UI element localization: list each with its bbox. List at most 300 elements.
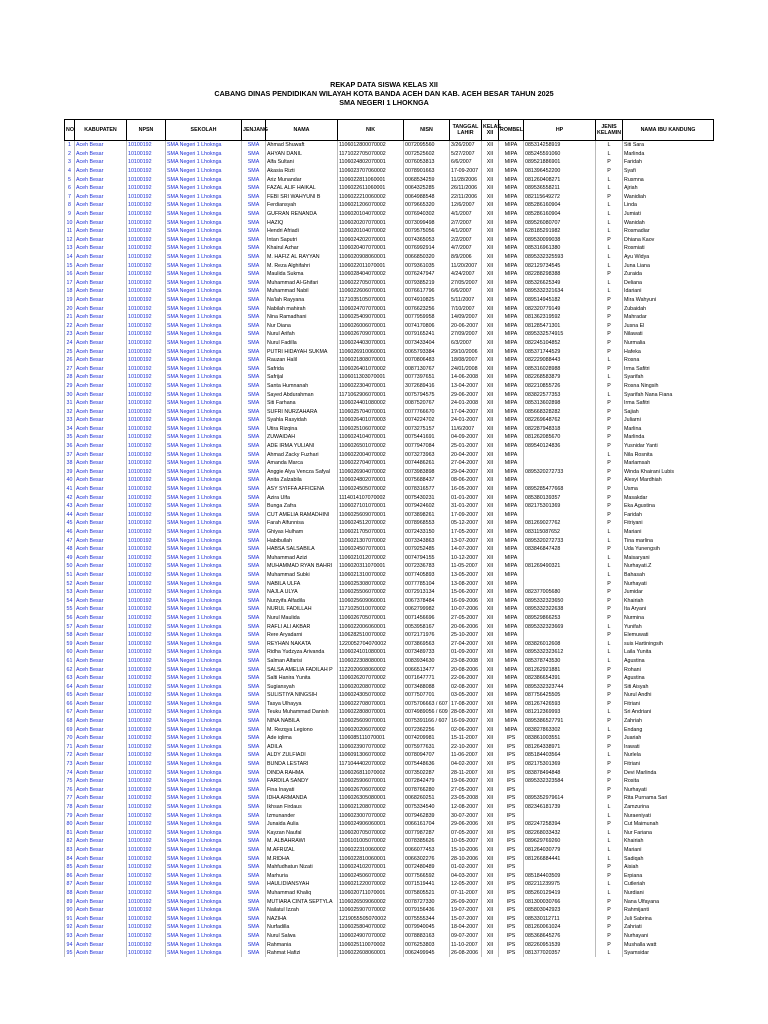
cell-jenis-kelamin: P: [596, 321, 623, 330]
cell-kelas: XII: [482, 571, 499, 580]
cell-kabupaten: Aceh Besar: [75, 296, 127, 305]
cell-rombel: MIPA: [499, 390, 524, 399]
cell-nama: M.RIDHA: [266, 854, 338, 863]
cell-nama-ibu: suis Hartiningsih: [623, 639, 714, 648]
cell-rombel: MIPA: [499, 399, 524, 408]
cell-kelas: XII: [482, 846, 499, 855]
cell-hp: 082268033432: [524, 829, 596, 838]
cell-tanggal-lahir: 14/09/2007: [450, 313, 482, 322]
cell-no: 6: [65, 184, 75, 193]
cell-nisn: 0066161704: [404, 820, 450, 829]
cell-jenjang: SMA: [242, 923, 266, 932]
cell-jenis-kelamin: L: [596, 846, 623, 855]
cell-kabupaten: Aceh Besar: [75, 210, 127, 219]
table-header-row: [65, 120, 714, 141]
cell-sekolah: SMA Negeri 1 Lhoknga: [166, 863, 242, 872]
cell-nama: Azira Ulfa: [266, 493, 338, 502]
cell-nama-ibu: Ita Aryani: [623, 605, 714, 614]
cell-no: 36: [65, 442, 75, 451]
cell-kabupaten: Aceh Besar: [75, 897, 127, 906]
table-row: [65, 485, 714, 494]
cell-nama: Tasya Ulhayya: [266, 700, 338, 709]
cell-tanggal-lahir: 13-04-2007: [450, 382, 482, 391]
cell-kabupaten: Aceh Besar: [75, 811, 127, 820]
cell-nisn: 0073869563: [404, 639, 450, 648]
cell-nama-ibu: Yusnidar Yanti: [623, 442, 714, 451]
cell-tanggal-lahir: 04-03-2007: [450, 871, 482, 880]
cell-jenis-kelamin: L: [596, 657, 623, 666]
cell-sekolah: SMA Negeri 1 Lhoknga: [166, 330, 242, 339]
cell-kelas: XII: [482, 528, 499, 537]
cell-nama-ibu: Eka Agustina: [623, 502, 714, 511]
cell-hp: 085380139357: [524, 493, 596, 502]
cell-tanggal-lahir: 26-08-2006: [450, 949, 482, 958]
cell-hp: [524, 554, 596, 563]
cell-nama-ibu: Nurhayani: [623, 932, 714, 941]
cell-kelas: XII: [482, 493, 499, 502]
cell-sekolah: SMA Negeri 1 Lhoknga: [166, 639, 242, 648]
cell-jenjang: SMA: [242, 511, 266, 520]
cell-sekolah: SMA Negeri 1 Lhoknga: [166, 631, 242, 640]
cell-kabupaten: Aceh Besar: [75, 158, 127, 167]
cell-hp: 085286160904: [524, 210, 596, 219]
cell-nama-ibu: Mariani: [623, 528, 714, 537]
cell-jenis-kelamin: L: [596, 261, 623, 270]
cell-tanggal-lahir: 27-05-2007: [450, 614, 482, 623]
cell-rombel: IPS: [499, 863, 524, 872]
cell-jenjang: SMA: [242, 691, 266, 700]
cell-jenjang: SMA: [242, 339, 266, 348]
cell-kabupaten: Aceh Besar: [75, 657, 127, 666]
cell-nama-ibu: Khairiah: [623, 596, 714, 605]
cell-hp: 0895332323612: [524, 648, 596, 657]
cell-kabupaten: Aceh Besar: [75, 932, 127, 941]
cell-tanggal-lahir: 4/1/2007: [450, 227, 482, 236]
cell-nik: 1106022308080001: [338, 657, 404, 666]
cell-no: 46: [65, 528, 75, 537]
cell-rombel: MIPA: [499, 614, 524, 623]
cell-no: 14: [65, 253, 75, 262]
cell-hp: 081269490321: [524, 562, 596, 571]
column-header: NPSN: [127, 120, 166, 141]
cell-jenjang: SMA: [242, 236, 266, 245]
cell-nik: 1106085111070001: [338, 734, 404, 743]
cell-kabupaten: Aceh Besar: [75, 949, 127, 958]
cell-nama-ibu: Nurhayati.Z: [623, 562, 714, 571]
cell-kabupaten: Aceh Besar: [75, 786, 127, 795]
cell-nama-ibu: Irma Safitri: [623, 364, 714, 373]
cell-nama: Junaida Aulia: [266, 820, 338, 829]
cell-rombel: MIPA: [499, 218, 524, 227]
cell-jenjang: SMA: [242, 150, 266, 159]
cell-sekolah: SMA Negeri 1 Lhoknga: [166, 425, 242, 434]
cell-hp: 0895332321634: [524, 287, 596, 296]
cell-nisn: 0078883163: [404, 932, 450, 941]
cell-rombel: IPS: [499, 837, 524, 846]
cell-nama: SULISTIYA NINGSIH: [266, 691, 338, 700]
cell-nisn: 0077405893: [404, 571, 450, 580]
cell-tanggal-lahir: 13-08-2007: [450, 579, 482, 588]
table-row: [65, 175, 714, 184]
cell-nama-ibu: Khairiah: [623, 837, 714, 846]
cell-nama-ibu: Nurhayati: [623, 786, 714, 795]
cell-jenjang: SMA: [242, 914, 266, 923]
cell-kelas: XII: [482, 725, 499, 734]
column-header: NISN: [404, 120, 450, 141]
cell-kabupaten: Aceh Besar: [75, 407, 127, 416]
cell-nisn: 0087130767: [404, 364, 450, 373]
cell-jenis-kelamin: L: [596, 554, 623, 563]
cell-nama-ibu: Jumiati: [623, 210, 714, 219]
cell-jenis-kelamin: L: [596, 218, 623, 227]
cell-jenjang: SMA: [242, 829, 266, 838]
cell-hp: 0895332323744: [524, 682, 596, 691]
cell-nisn: 0078766280: [404, 786, 450, 795]
cell-no: 74: [65, 768, 75, 777]
cell-kelas: XII: [482, 940, 499, 949]
cell-nik: 1106022704070001: [338, 459, 404, 468]
cell-kelas: XII: [482, 811, 499, 820]
cell-jenjang: SMA: [242, 321, 266, 330]
cell-nisn: 0074794155: [404, 554, 450, 563]
cell-jenis-kelamin: L: [596, 622, 623, 631]
table-row: [65, 777, 714, 786]
cell-hp: [524, 450, 596, 459]
cell-rombel: MIPA: [499, 330, 524, 339]
cell-no: 27: [65, 364, 75, 373]
cell-rombel: IPS: [499, 940, 524, 949]
cell-sekolah: SMA Negeri 1 Lhoknga: [166, 339, 242, 348]
table-row: [65, 476, 714, 485]
cell-kabupaten: Aceh Besar: [75, 665, 127, 674]
cell-sekolah: SMA Negeri 1 Lhoknga: [166, 829, 242, 838]
cell-jenjang: SMA: [242, 846, 266, 855]
cell-hp: 081377020357: [524, 949, 596, 958]
cell-jenjang: SMA: [242, 588, 266, 597]
cell-hp: 083115087652: [524, 528, 596, 537]
table-row: [65, 846, 714, 855]
table-row: [65, 820, 714, 829]
cell-nama-ibu: Nur Fariana: [623, 829, 714, 838]
cell-rombel: MIPA: [499, 528, 524, 537]
cell-kelas: XII: [482, 193, 499, 202]
cell-npsn: 10100192: [127, 459, 166, 468]
cell-jenis-kelamin: L: [596, 708, 623, 717]
cell-nisn: 0073502287: [404, 768, 450, 777]
cell-rombel: MIPA: [499, 536, 524, 545]
cell-nama-ibu: Rusmna: [623, 175, 714, 184]
cell-rombel: MIPA: [499, 253, 524, 262]
table-row: [65, 880, 714, 889]
cell-nik: 1106025907070002: [338, 906, 404, 915]
cell-jenis-kelamin: P: [596, 519, 623, 528]
cell-no: 13: [65, 244, 75, 253]
table-row: [65, 321, 714, 330]
cell-hp: 0895332322638: [524, 605, 596, 614]
cell-hp: 085330112711: [524, 914, 596, 923]
cell-jenjang: SMA: [242, 330, 266, 339]
cell-hp: [524, 786, 596, 795]
table-row: [65, 330, 714, 339]
cell-nama: ZUWAIDAH: [266, 433, 338, 442]
table-row: [65, 502, 714, 511]
cell-no: 79: [65, 811, 75, 820]
cell-jenis-kelamin: L: [596, 356, 623, 365]
column-header: SEKOLAH: [166, 120, 242, 141]
cell-jenis-kelamin: P: [596, 339, 623, 348]
cell-nama-ibu: Rahmijanti: [623, 906, 714, 915]
cell-nama: Utira Rizqina: [266, 425, 338, 434]
cell-kelas: XII: [482, 450, 499, 459]
cell-hp: 083846847428: [524, 545, 596, 554]
cell-sekolah: SMA Negeri 1 Lhoknga: [166, 889, 242, 898]
cell-nama: Kayzan Naufal: [266, 829, 338, 838]
cell-jenjang: SMA: [242, 700, 266, 709]
cell-nama: Sugiansyah: [266, 682, 338, 691]
cell-nik: 1106020311070001: [338, 562, 404, 571]
cell-rombel: IPS: [499, 846, 524, 855]
cell-hp: [524, 579, 596, 588]
cell-nama: NAZIHA: [266, 914, 338, 923]
cell-rombel: MIPA: [499, 158, 524, 167]
cell-npsn: 10100192: [127, 829, 166, 838]
cell-no: 55: [65, 605, 75, 614]
cell-no: 57: [65, 622, 75, 631]
cell-nama: Rere Aryadarni: [266, 631, 338, 640]
cell-tanggal-lahir: 12-08-2007: [450, 803, 482, 812]
cell-tanggal-lahir: 15-10-2006: [450, 846, 482, 855]
cell-hp: 081396452200: [524, 167, 596, 176]
cell-kabupaten: Aceh Besar: [75, 261, 127, 270]
cell-nama-ibu: Sri Andriani: [623, 708, 714, 717]
cell-rombel: MIPA: [499, 287, 524, 296]
cell-nisn: 0076053813: [404, 158, 450, 167]
cell-jenjang: SMA: [242, 682, 266, 691]
cell-tanggal-lahir: 10-07-2006: [450, 605, 482, 614]
cell-npsn: 10100192: [127, 940, 166, 949]
cell-npsn: 10100192: [127, 562, 166, 571]
cell-nisn: 0073343863: [404, 536, 450, 545]
cell-jenis-kelamin: P: [596, 923, 623, 932]
cell-hp: 081260061024: [524, 923, 596, 932]
cell-sekolah: SMA Negeri 1 Lhoknga: [166, 304, 242, 313]
cell-sekolah: SMA Negeri 1 Lhoknga: [166, 691, 242, 700]
cell-kelas: XII: [482, 871, 499, 880]
table-row: [65, 691, 714, 700]
cell-nama: HABSA SALSABILA: [266, 545, 338, 554]
cell-sekolah: SMA Negeri 1 Lhoknga: [166, 897, 242, 906]
cell-kabupaten: Aceh Besar: [75, 691, 127, 700]
cell-jenjang: SMA: [242, 261, 266, 270]
cell-nisn: 0068534259: [404, 175, 450, 184]
table-row: [65, 665, 714, 674]
cell-kabupaten: Aceh Besar: [75, 450, 127, 459]
cell-nisn: 0072525602: [404, 150, 450, 159]
cell-nama: FARDILA SANDY: [266, 777, 338, 786]
cell-npsn: 10100192: [127, 158, 166, 167]
cell-jenjang: SMA: [242, 536, 266, 545]
cell-nik: 1106022608060001: [338, 949, 404, 958]
cell-nisn: 0079665320: [404, 201, 450, 210]
cell-nama-ibu: Rosna: [623, 356, 714, 365]
cell-no: 22: [65, 321, 75, 330]
cell-nik: 1106012800070002: [338, 141, 404, 150]
cell-sekolah: SMA Negeri 1 Lhoknga: [166, 760, 242, 769]
cell-nisn: 0074170806: [404, 321, 450, 330]
cell-jenjang: SMA: [242, 717, 266, 726]
cell-nik: 1106091306070002: [338, 751, 404, 760]
cell-kabupaten: Aceh Besar: [75, 579, 127, 588]
cell-rombel: MIPA: [499, 167, 524, 176]
cell-sekolah: SMA Negeri 1 Lhoknga: [166, 167, 242, 176]
table-row: [65, 339, 714, 348]
cell-nama: Ikhsan Firdaus: [266, 803, 338, 812]
cell-nisn: 0077766670: [404, 407, 450, 416]
cell-nik: 1106021206070002: [338, 201, 404, 210]
cell-kelas: XII: [482, 399, 499, 408]
table-row: [65, 511, 714, 520]
cell-nik: 1106020104070002: [338, 210, 404, 219]
cell-nama: M. ALBAHRAWI: [266, 837, 338, 846]
cell-nisn: 0074910825: [404, 296, 450, 305]
cell-nisn: 0066302276: [404, 854, 450, 863]
table-body: [65, 141, 714, 958]
cell-kelas: XII: [482, 562, 499, 571]
cell-kelas: XII: [482, 622, 499, 631]
cell-npsn: 10100192: [127, 700, 166, 709]
cell-kabupaten: Aceh Besar: [75, 382, 127, 391]
cell-no: 3: [65, 158, 75, 167]
cell-sekolah: SMA Negeri 1 Lhoknga: [166, 519, 242, 528]
cell-tanggal-lahir: 2/7/2007: [450, 218, 482, 227]
cell-jenis-kelamin: L: [596, 829, 623, 838]
cell-nama-ibu: Syarifah: [623, 373, 714, 382]
cell-nama: Nabilah mahirah: [266, 304, 338, 313]
cell-nik: 1106024202070001: [338, 236, 404, 245]
cell-rombel: IPS: [499, 854, 524, 863]
column-header: JENIS KELAMIN: [596, 120, 623, 141]
cell-npsn: 10100192: [127, 725, 166, 734]
student-table: [64, 119, 714, 957]
cell-kabupaten: Aceh Besar: [75, 493, 127, 502]
cell-jenis-kelamin: P: [596, 433, 623, 442]
cell-tanggal-lahir: 04-02-2007: [450, 760, 482, 769]
cell-tanggal-lahir: 20-04-2007: [450, 450, 482, 459]
cell-kelas: XII: [482, 700, 499, 709]
cell-nik: 1106022006060001: [338, 622, 404, 631]
cell-jenjang: SMA: [242, 201, 266, 210]
cell-nama-ibu: Nurlela: [623, 751, 714, 760]
cell-sekolah: SMA Negeri 1 Lhoknga: [166, 846, 242, 855]
cell-nama-ibu: Nurhayati: [623, 579, 714, 588]
cell-npsn: 10100192: [127, 648, 166, 657]
cell-kelas: XII: [482, 442, 499, 451]
cell-no: 93: [65, 932, 75, 941]
cell-nama: Nailatul Izzah: [266, 906, 338, 915]
cell-rombel: MIPA: [499, 657, 524, 666]
cell-tanggal-lahir: 05-12-2007: [450, 519, 482, 528]
cell-jenjang: SMA: [242, 897, 266, 906]
cell-nama-ibu: Zubaidah: [623, 304, 714, 313]
cell-nisn: 0079165241: [404, 330, 450, 339]
cell-no: 92: [65, 923, 75, 932]
cell-jenis-kelamin: L: [596, 210, 623, 219]
cell-jenis-kelamin: P: [596, 167, 623, 176]
cell-kelas: XII: [482, 253, 499, 262]
cell-kabupaten: Aceh Besar: [75, 554, 127, 563]
cell-sekolah: SMA Negeri 1 Lhoknga: [166, 914, 242, 923]
cell-hp: 0895332574915: [524, 330, 596, 339]
cell-nisn: 0072336783: [404, 562, 450, 571]
cell-no: 85: [65, 863, 75, 872]
cell-npsn: 10100192: [127, 313, 166, 322]
cell-rombel: MIPA: [499, 407, 524, 416]
cell-hp: 082260951539: [524, 940, 596, 949]
cell-jenis-kelamin: P: [596, 236, 623, 245]
cell-rombel: MIPA: [499, 725, 524, 734]
cell-rombel: MIPA: [499, 141, 524, 150]
cell-no: 61: [65, 657, 75, 666]
cell-npsn: 10100192: [127, 949, 166, 958]
cell-sekolah: SMA Negeri 1 Lhoknga: [166, 227, 242, 236]
cell-jenjang: SMA: [242, 708, 266, 717]
cell-no: 21: [65, 313, 75, 322]
cell-npsn: 10100192: [127, 665, 166, 674]
cell-kelas: XII: [482, 425, 499, 434]
cell-npsn: 10100192: [127, 442, 166, 451]
cell-npsn: 10100192: [127, 347, 166, 356]
cell-sekolah: SMA Negeri 1 Lhoknga: [166, 433, 242, 442]
cell-sekolah: SMA Negeri 1 Lhoknga: [166, 347, 242, 356]
cell-kelas: XII: [482, 459, 499, 468]
cell-nik: 1106026709070001: [338, 330, 404, 339]
cell-nik: 1171035105070001: [338, 296, 404, 305]
cell-kelas: XII: [482, 279, 499, 288]
cell-nisn: 0074365053: [404, 236, 450, 245]
cell-jenjang: SMA: [242, 820, 266, 829]
cell-no: 33: [65, 416, 75, 425]
cell-jenis-kelamin: L: [596, 571, 623, 580]
cell-nama-ibu: Siti Aisyah: [623, 682, 714, 691]
cell-nama-ibu: Fitriani: [623, 760, 714, 769]
cell-hp: 085371744529: [524, 347, 596, 356]
cell-nik: 1106025506070002: [338, 588, 404, 597]
cell-jenis-kelamin: P: [596, 914, 623, 923]
cell-kabupaten: Aceh Besar: [75, 837, 127, 846]
cell-kabupaten: Aceh Besar: [75, 253, 127, 262]
cell-sekolah: SMA Negeri 1 Lhoknga: [166, 940, 242, 949]
cell-nisn: 0076623256: [404, 304, 450, 313]
cell-jenjang: SMA: [242, 949, 266, 958]
cell-kabupaten: Aceh Besar: [75, 889, 127, 898]
cell-hp: 082268583879: [524, 373, 596, 382]
cell-nama: Safrijal: [266, 373, 338, 382]
cell-nama-ibu: Wanidiah: [623, 193, 714, 202]
cell-kelas: XII: [482, 210, 499, 219]
cell-jenjang: SMA: [242, 760, 266, 769]
cell-no: 11: [65, 227, 75, 236]
cell-rombel: IPS: [499, 803, 524, 812]
cell-hp: 081260408271: [524, 175, 596, 184]
cell-hp: 082320779149: [524, 304, 596, 313]
cell-npsn: 10100192: [127, 201, 166, 210]
cell-nama-ibu: Rita Purnama Sari: [623, 794, 714, 803]
cell-no: 75: [65, 777, 75, 786]
cell-kabupaten: Aceh Besar: [75, 794, 127, 803]
cell-tanggal-lahir: 07-11-2007: [450, 889, 482, 898]
cell-nama-ibu: Irma Safitri: [623, 399, 714, 408]
cell-jenjang: SMA: [242, 433, 266, 442]
